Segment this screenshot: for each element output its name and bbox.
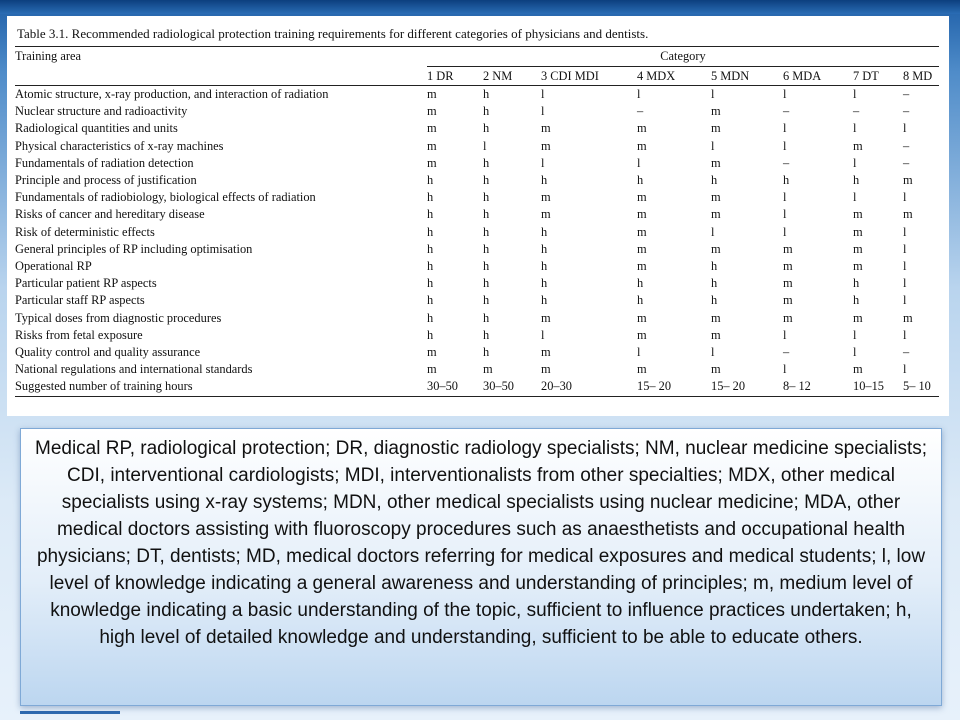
level-cell: –	[903, 104, 910, 119]
level-cell: h	[853, 173, 860, 188]
level-cell: m	[853, 241, 863, 256]
level-cell: h	[483, 241, 490, 256]
level-cell: h	[483, 155, 490, 170]
level-cell: l	[783, 207, 787, 222]
level-cell: 30–50	[427, 378, 483, 396]
level-cell: –	[783, 345, 790, 360]
level-cell: l	[483, 138, 487, 153]
level-cell: h	[483, 327, 490, 342]
training-area-cell: Radiological quantities and units	[15, 121, 178, 136]
level-cell: m	[427, 87, 437, 101]
level-cell: m	[637, 327, 647, 342]
level-cell: h	[427, 207, 434, 222]
level-cell: l	[711, 87, 715, 101]
category-header: Category	[427, 47, 939, 67]
level-cell: l	[903, 121, 907, 136]
training-area-cell: Operational RP	[15, 259, 92, 274]
column-header: 1 DR	[427, 67, 483, 86]
level-cell: l	[711, 224, 715, 239]
level-cell: 10–15	[853, 378, 903, 396]
training-area-cell: General principles of RP including optimisation	[15, 241, 253, 256]
level-cell: h	[483, 345, 490, 360]
training-area-cell: Typical doses from diagnostic procedures	[15, 310, 222, 325]
level-cell: h	[427, 241, 434, 256]
level-cell: h	[541, 259, 548, 274]
level-cell: –	[903, 155, 910, 170]
level-cell: m	[853, 362, 863, 377]
level-cell: h	[541, 293, 548, 308]
table-row	[15, 310, 939, 327]
level-cell: 5– 10	[903, 378, 939, 396]
level-cell: l	[637, 345, 641, 360]
level-cell: h	[541, 241, 548, 256]
training-area-cell: Risks of cancer and hereditary disease	[15, 207, 205, 222]
level-cell: m	[427, 362, 437, 377]
level-cell: m	[637, 224, 647, 239]
level-cell: –	[783, 155, 790, 170]
level-cell: m	[853, 207, 863, 222]
column-header: 6 MDA	[783, 67, 853, 86]
level-cell: m	[483, 362, 493, 377]
level-cell: –	[783, 104, 790, 119]
training-requirements-table	[15, 46, 939, 397]
table-row	[15, 258, 939, 275]
level-cell: l	[853, 327, 857, 342]
level-cell: h	[483, 87, 490, 101]
level-cell: –	[853, 104, 860, 119]
level-cell: m	[711, 241, 721, 256]
level-cell: h	[427, 293, 434, 308]
level-cell: m	[711, 155, 721, 170]
column-header: 2 NM	[483, 67, 541, 86]
table-row	[15, 172, 939, 189]
level-cell: 15– 20	[637, 378, 711, 396]
level-cell: m	[711, 121, 721, 136]
level-cell: h	[427, 276, 434, 291]
table-row	[15, 292, 939, 309]
level-cell: h	[483, 293, 490, 308]
level-cell: m	[637, 310, 647, 325]
training-area-cell: Fundamentals of radiobiology, biological effects of radiation	[15, 190, 316, 205]
level-cell: –	[903, 345, 910, 360]
level-cell: m	[427, 104, 437, 119]
table-row	[15, 275, 939, 292]
level-cell: h	[541, 224, 548, 239]
column-header-row	[15, 67, 939, 86]
level-cell: m	[711, 190, 721, 205]
level-cell: m	[637, 207, 647, 222]
level-cell: m	[427, 155, 437, 170]
training-area-cell: Physical characteristics of x-ray machines	[15, 138, 224, 153]
table-row	[15, 206, 939, 223]
level-cell: m	[541, 190, 551, 205]
column-header: 5 MDN	[711, 67, 783, 86]
level-cell: l	[637, 87, 641, 101]
level-cell: h	[637, 293, 644, 308]
training-area-cell: Particular staff RP aspects	[15, 293, 145, 308]
level-cell: l	[783, 327, 787, 342]
level-cell: 15– 20	[711, 378, 783, 396]
training-area-cell: Atomic structure, x-ray production, and interaction of radiation	[15, 87, 329, 101]
table-row	[15, 224, 939, 241]
table-row	[15, 189, 939, 206]
level-cell: h	[853, 276, 860, 291]
level-cell: m	[541, 138, 551, 153]
level-cell: l	[783, 121, 787, 136]
training-area-cell: Nuclear structure and radioactivity	[15, 104, 188, 119]
level-cell: m	[711, 207, 721, 222]
level-cell: m	[541, 310, 551, 325]
level-cell: l	[903, 293, 907, 308]
table-row	[15, 327, 939, 344]
level-cell: m	[783, 259, 793, 274]
level-cell: –	[903, 87, 910, 101]
level-cell: h	[427, 190, 434, 205]
table-panel	[7, 16, 949, 416]
level-cell: l	[853, 345, 857, 360]
level-cell: h	[711, 259, 718, 274]
level-cell: h	[483, 173, 490, 188]
level-cell: l	[541, 87, 545, 101]
training-area-cell: Risk of deterministic effects	[15, 224, 155, 239]
level-cell: l	[541, 327, 545, 342]
table-row	[15, 344, 939, 361]
table-body	[15, 86, 939, 397]
level-cell: l	[903, 362, 907, 377]
level-cell: l	[903, 276, 907, 291]
table-row	[15, 120, 939, 137]
training-area-cell: Risks from fetal exposure	[15, 327, 143, 342]
training-area-cell: Particular patient RP aspects	[15, 276, 157, 291]
level-cell: m	[711, 310, 721, 325]
level-cell: m	[903, 310, 913, 325]
level-cell: l	[853, 190, 857, 205]
abbreviations-note: Medical RP, radiological protection; DR, diagnostic radiology specialists; NM, nuclear medicine specialists; CDI, interventional cardiologists; MDI, interventionalists from other specialties; MDX, other medical specialists using x-ray systems; MDN, other medical specialists using nuclear medicine; MDA, other medical doctors assisting with fluoroscopy procedures such as anaesthetists and occupational health physicians; DT, dentists; MD, medical doctors referring for medical exposures and medical students; l, low level of knowledge indicating a general awareness and understanding of principles; m, medium level of knowledge indicating a basic understanding of the topic, sufficient to influence practices undertaken; h, high level of detailed knowledge and understanding, sufficient to be able to educate others.	[35, 438, 927, 648]
level-cell: l	[903, 224, 907, 239]
level-cell: m	[637, 362, 647, 377]
level-cell: l	[903, 327, 907, 342]
level-cell: m	[903, 173, 913, 188]
abbreviations-note-box	[20, 428, 942, 706]
level-cell: m	[783, 276, 793, 291]
column-header: 3 CDI MDI	[541, 67, 637, 86]
level-cell: l	[853, 121, 857, 136]
level-cell: m	[541, 121, 551, 136]
column-header: 4 MDX	[637, 67, 711, 86]
level-cell: l	[853, 155, 857, 170]
level-cell: h	[637, 173, 644, 188]
level-cell: m	[541, 345, 551, 360]
level-cell: h	[783, 173, 790, 188]
level-cell: l	[783, 362, 787, 377]
table-row	[15, 86, 939, 104]
level-cell: –	[637, 104, 644, 119]
level-cell: l	[783, 224, 787, 239]
level-cell: h	[541, 276, 548, 291]
level-cell: h	[711, 276, 718, 291]
level-cell: m	[637, 121, 647, 136]
level-cell: h	[637, 276, 644, 291]
table-caption: Table 3.1. Recommended radiological protection training requirements for different categories of physicians and dentists.	[17, 26, 649, 41]
level-cell: m	[637, 241, 647, 256]
level-cell: 20–30	[541, 378, 637, 396]
level-cell: l	[541, 104, 545, 119]
table-row	[15, 103, 939, 120]
level-cell: m	[427, 121, 437, 136]
level-cell: l	[783, 87, 787, 101]
level-cell: h	[427, 173, 434, 188]
level-cell: l	[903, 190, 907, 205]
level-cell: m	[637, 138, 647, 153]
level-cell: h	[483, 207, 490, 222]
blank-header-cell	[15, 67, 427, 86]
training-area-cell: Principle and process of justification	[15, 173, 197, 188]
level-cell: l	[853, 87, 857, 101]
level-cell: m	[711, 104, 721, 119]
table-row	[15, 138, 939, 155]
level-cell: m	[541, 362, 551, 377]
training-area-cell: National regulations and international standards	[15, 362, 253, 377]
column-header: 8 MD	[903, 67, 939, 86]
level-cell: m	[853, 224, 863, 239]
level-cell: 30–50	[483, 378, 541, 396]
top-band	[0, 0, 960, 14]
level-cell: l	[783, 190, 787, 205]
level-cell: m	[783, 293, 793, 308]
table-row	[15, 378, 939, 396]
table-row	[15, 241, 939, 258]
level-cell: h	[483, 121, 490, 136]
level-cell: m	[637, 259, 647, 274]
level-cell: 8– 12	[783, 378, 853, 396]
column-header: 7 DT	[853, 67, 903, 86]
level-cell: m	[541, 207, 551, 222]
level-cell: m	[711, 362, 721, 377]
level-cell: l	[711, 345, 715, 360]
level-cell: h	[711, 293, 718, 308]
level-cell: h	[483, 259, 490, 274]
level-cell: h	[541, 173, 548, 188]
level-cell: m	[853, 259, 863, 274]
level-cell: h	[483, 190, 490, 205]
training-area-header: Training area	[15, 47, 427, 67]
level-cell: m	[711, 327, 721, 342]
level-cell: h	[427, 310, 434, 325]
level-cell: –	[903, 138, 910, 153]
level-cell: h	[427, 224, 434, 239]
level-cell: h	[427, 327, 434, 342]
level-cell: m	[783, 241, 793, 256]
training-area-cell: Quality control and quality assurance	[15, 345, 201, 360]
level-cell: l	[637, 155, 641, 170]
level-cell: l	[783, 138, 787, 153]
level-cell: h	[483, 276, 490, 291]
table-row	[15, 155, 939, 172]
level-cell: h	[427, 259, 434, 274]
training-area-cell: Fundamentals of radiation detection	[15, 155, 194, 170]
level-cell: m	[427, 345, 437, 360]
level-cell: h	[483, 224, 490, 239]
level-cell: h	[853, 293, 860, 308]
level-cell: l	[903, 241, 907, 256]
level-cell: m	[853, 310, 863, 325]
level-cell: m	[783, 310, 793, 325]
level-cell: l	[903, 259, 907, 274]
level-cell: m	[637, 190, 647, 205]
level-cell: h	[483, 104, 490, 119]
level-cell: l	[541, 155, 545, 170]
level-cell: h	[711, 173, 718, 188]
level-cell: l	[711, 138, 715, 153]
table-row	[15, 361, 939, 378]
level-cell: m	[903, 207, 913, 222]
training-area-cell: Suggested number of training hours	[15, 378, 427, 396]
level-cell: h	[483, 310, 490, 325]
level-cell: m	[427, 138, 437, 153]
level-cell: m	[853, 138, 863, 153]
